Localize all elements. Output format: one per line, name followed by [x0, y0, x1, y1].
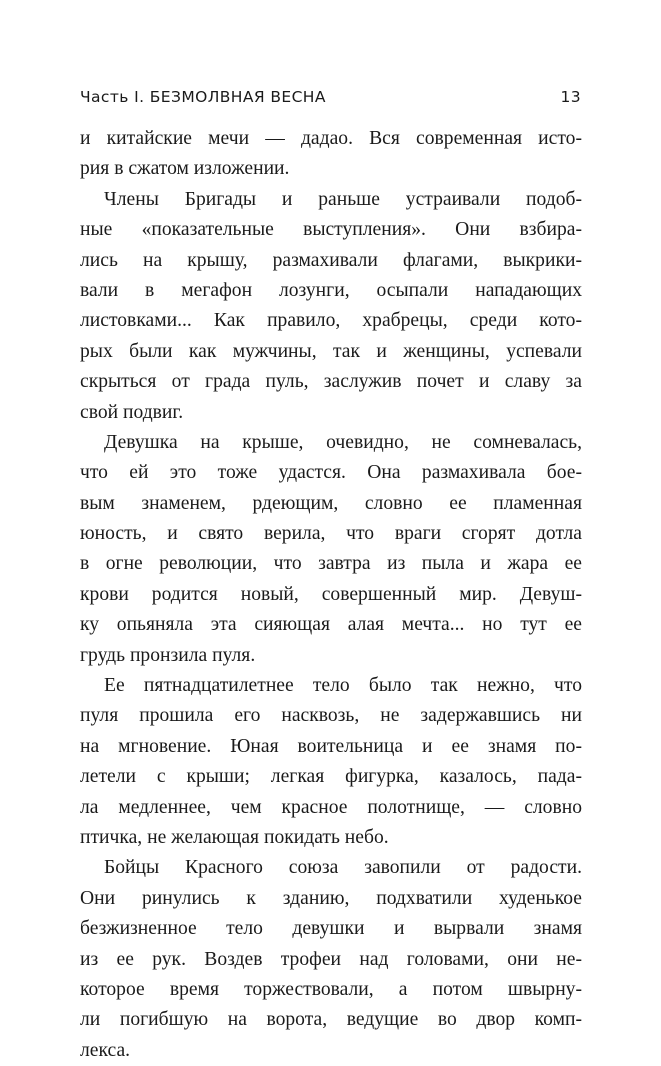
text-line: Они ринулись к зданию, подхватили худенькое: [80, 887, 582, 909]
page-number: 13: [560, 88, 581, 106]
text-line: которое время торжествовали, а потом швырну-: [80, 978, 582, 1000]
text-line: ли погибшую на ворота, ведущие во двор комп-: [80, 1009, 582, 1031]
text-line: ные «показательные выступления». Они взбира-: [80, 219, 582, 241]
text-line: Бойцы Красного союза завопили от радости.: [104, 857, 582, 879]
paragraph: [80, 853, 582, 1066]
text-line: рия в сжатом изложении.: [80, 158, 290, 180]
paragraph: [80, 428, 582, 671]
text-line: Девушка на крыше, очевидно, не сомневалась,: [104, 431, 582, 453]
text-line: листовками... Как правило, храбрецы, среди кото-: [80, 310, 582, 332]
paragraph: [80, 185, 582, 428]
text-line: и китайские мечи — дадао. Вся современная исто-: [80, 128, 582, 149]
text-line: крови родится новый, совершенный мир. Девуш-: [80, 583, 582, 605]
text-line: летели с крыши; легкая фигурка, казалось, пада-: [80, 766, 582, 788]
text-line: пуля прошила его насквозь, не задержавшись ни: [80, 705, 582, 727]
text-line: свой подвиг.: [80, 401, 184, 423]
paragraph: [80, 124, 582, 185]
text-line: Члены Бригады и раньше устраивали подоб-: [104, 188, 582, 210]
text-line: вали в мегафон лозунги, осыпали нападающих: [80, 279, 582, 301]
paragraph: [80, 671, 582, 853]
text-line: вым знаменем, рдеющим, словно ее пламенная: [80, 492, 582, 514]
text-line: на мгновение. Юная воительница и ее знамя по-: [80, 735, 582, 757]
text-line: грудь пронзила пуля.: [80, 644, 256, 666]
text-line: юность, и свято верила, что враги сгорят дотла: [80, 523, 582, 545]
body-text: [80, 124, 582, 1066]
text-line: в огне революции, что завтра из пыла и жара ее: [80, 553, 582, 575]
text-line: что ей это тоже удастся. Она размахивала бое-: [80, 462, 582, 484]
text-line: птичка, не желающая покидать небо.: [80, 826, 389, 848]
text-line: из ее рук. Воздев трофеи над головами, они не-: [80, 948, 582, 970]
text-line: лекса.: [80, 1039, 131, 1061]
text-line: ла медленнее, чем красное полотнище, — словно: [80, 796, 582, 818]
text-line: рых были как мужчины, так и женщины, успевали: [80, 340, 582, 362]
running-head: [80, 88, 581, 112]
text-line: Ее пятнадцатилетнее тело было так нежно, что: [104, 675, 582, 697]
text-line: лись на крышу, размахивали флагами, выкрики-: [80, 249, 582, 271]
running-title: Часть I. БЕЗМОЛВНАЯ ВЕСНА: [80, 88, 326, 106]
text-line: ку опьяняла эта сияющая алая мечта... но тут ее: [80, 614, 582, 636]
text-line: скрыться от града пуль, заслужив почет и славу за: [80, 371, 582, 393]
text-line: безжизненное тело девушки и вырвали знамя: [80, 918, 582, 940]
